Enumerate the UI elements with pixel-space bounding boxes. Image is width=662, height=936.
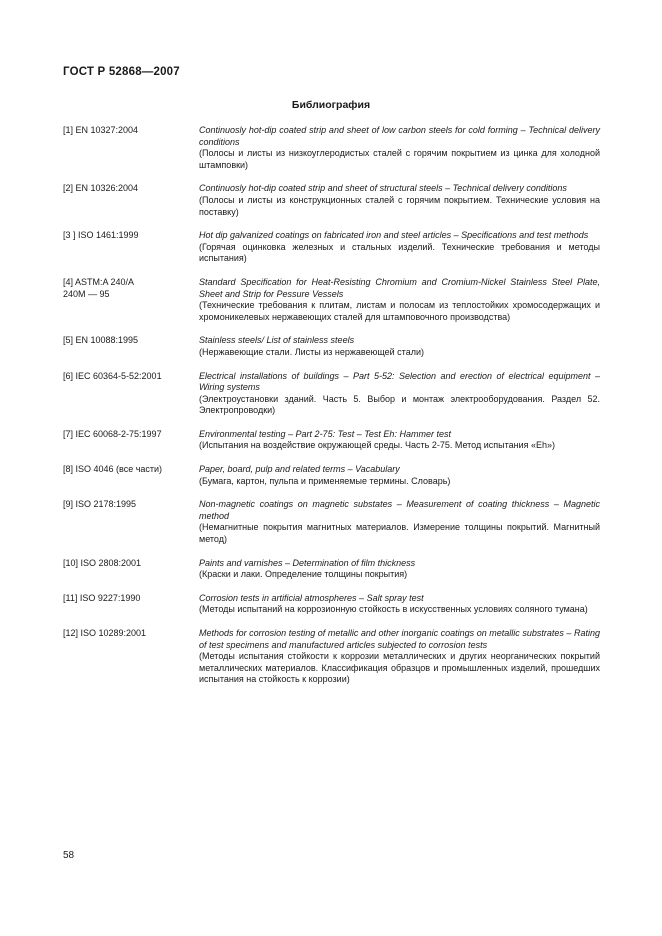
bibliography-entry bbox=[63, 593, 600, 616]
reference-title-en: Environmental testing – Part 2-75: Test – Test Eh: Hammer test bbox=[199, 428, 451, 439]
reference-id: [1] EN 10327:2004 bbox=[63, 125, 139, 135]
reference-title-ru: (Технические требования к плитам, листам и полосам из теплостойких хромосодержащих и хромоникелевых нержавеющих сталей для штамповочного производства) bbox=[199, 300, 600, 322]
reference-title-en: Continuosly hot-dip coated strip and sheet of low carbon steels for cold forming – Technical delivery conditions bbox=[199, 125, 600, 147]
reference-title-en: Standard Specification for Heat-Resisting Chromium and Cromium-Nickel Stainless Steel Plate, Sheet and Strip for Pessure Vessels bbox=[199, 276, 600, 299]
reference-title-en: Electrical installations of buildings – Part 5-52: Selection and erection of electrical equipment – Wiring systems bbox=[199, 370, 600, 393]
bibliography-entry bbox=[63, 125, 600, 171]
reference-body bbox=[199, 335, 600, 358]
bibliography-entry bbox=[63, 371, 600, 417]
bibliography-title: Библиография bbox=[291, 99, 371, 111]
bibliography-entry bbox=[63, 464, 600, 487]
document-code-header: ГОСТ Р 52868—2007 bbox=[63, 66, 180, 78]
reference-title-ru: (Немагнитные покрытия магнитных материалов. Измерение толщины покрытий. Магнитный метод) bbox=[199, 522, 600, 545]
reference-id: [4] ASTM:A 240/A 240M — 95 bbox=[63, 276, 135, 299]
bibliography-entry bbox=[63, 558, 600, 581]
reference-id: [11] ISO 9227:1990 bbox=[63, 592, 141, 603]
reference-body bbox=[199, 371, 600, 417]
reference-body bbox=[199, 464, 600, 487]
reference-title-ru: (Нержавеющие стали. Листы из нержавеющей стали) bbox=[199, 346, 424, 357]
reference-title-en: Non-magnetic coatings on magnetic substates – Measurement of coating thickness – Magnetic method bbox=[199, 499, 600, 521]
reference-title-en: Methods for corrosion testing of metallic and other inorganic coatings on metallic substrates – Rating of test specimens and manufactured articles subjected to corrosion tests bbox=[199, 628, 600, 650]
bibliography-entry bbox=[63, 429, 600, 452]
reference-id: [9] ISO 2178:1995 bbox=[63, 499, 137, 510]
reference-id: [12] ISO 10289:2001 bbox=[63, 628, 147, 638]
reference-title-en: Stainless steels/ List of stainless steels bbox=[199, 335, 355, 346]
bibliography-entry bbox=[63, 277, 600, 323]
page-number: 58 bbox=[63, 850, 75, 861]
reference-body bbox=[199, 429, 600, 452]
reference-title-ru: (Полосы и листы из низкоуглеродистых сталей с горячим покрытием из цинка для холодной штамповки) bbox=[199, 148, 600, 170]
reference-title-en: Continuosly hot-dip coated strip and sheet of structural steels – Technical delivery conditions bbox=[199, 183, 567, 194]
reference-body bbox=[199, 558, 600, 581]
reference-title-ru: (Методы испытаний на коррозионную стойкость в искусственных условиях соляного тумана) bbox=[199, 604, 588, 615]
reference-title-en: Hot dip galvanized coatings on fabricated iron and steel articles – Specifications and test methods bbox=[199, 230, 589, 241]
reference-id: [8] ISO 4046 (все части) bbox=[63, 464, 163, 475]
reference-body bbox=[199, 183, 600, 218]
reference-body bbox=[199, 499, 600, 545]
reference-title-en: Paper, board, pulp and related terms – Vacabulary bbox=[199, 464, 400, 475]
reference-id: [7] IEC 60068-2-75:1997 bbox=[63, 428, 162, 439]
reference-body bbox=[199, 230, 600, 265]
bibliography-list bbox=[63, 125, 600, 698]
reference-body bbox=[199, 628, 600, 686]
bibliography-entry bbox=[63, 230, 600, 265]
reference-body bbox=[199, 277, 600, 323]
bibliography-entry bbox=[63, 628, 600, 686]
reference-title-ru: (Бумага, картон, пульпа и применяемые термины. Словарь) bbox=[199, 475, 451, 486]
reference-title-ru: (Электроустановки зданий. Часть 5. Выбор и монтаж электрооборудования. Раздел 52. Электропроводки) bbox=[199, 393, 600, 416]
reference-body bbox=[199, 593, 600, 616]
reference-id: [10] ISO 2808:2001 bbox=[63, 557, 142, 568]
reference-id: [5] EN 10088:1995 bbox=[63, 335, 139, 346]
reference-id: [3 ] ISO 1461:1999 bbox=[63, 230, 139, 241]
reference-title-ru: (Горячая оцинковка железных и стальных изделий. Технические требования и методы испытания) bbox=[199, 241, 600, 264]
bibliography-entry bbox=[63, 335, 600, 358]
reference-title-en: Paints and varnishes – Determination of film thickness bbox=[199, 557, 416, 568]
bibliography-entry bbox=[63, 183, 600, 218]
reference-title-en: Corrosion tests in artificial atmospheres – Salt spray test bbox=[199, 592, 424, 603]
bibliography-entry bbox=[63, 499, 600, 545]
reference-id: [6] IEC 60364-5-52:2001 bbox=[63, 370, 162, 381]
reference-title-ru: (Полосы и листы из конструкционных сталей с горячим покрытием. Технические условия на поставку) bbox=[199, 194, 600, 217]
reference-id: [2] EN 10326:2004 bbox=[63, 183, 139, 194]
reference-body bbox=[199, 125, 600, 171]
reference-title-ru: (Испытания на воздействие окружающей среды. Часть 2-75. Метод испытания «Eh») bbox=[199, 440, 556, 451]
reference-title-ru: (Краски и лаки. Определение толщины покрытия) bbox=[199, 569, 408, 580]
reference-title-ru: (Методы испытания стойкости к коррозии металлических и других неорганических покрытий металлических материалов. Классификация образцов и промышленных изделий, прошедших испытания на стойкость к коррозии) bbox=[199, 651, 600, 685]
